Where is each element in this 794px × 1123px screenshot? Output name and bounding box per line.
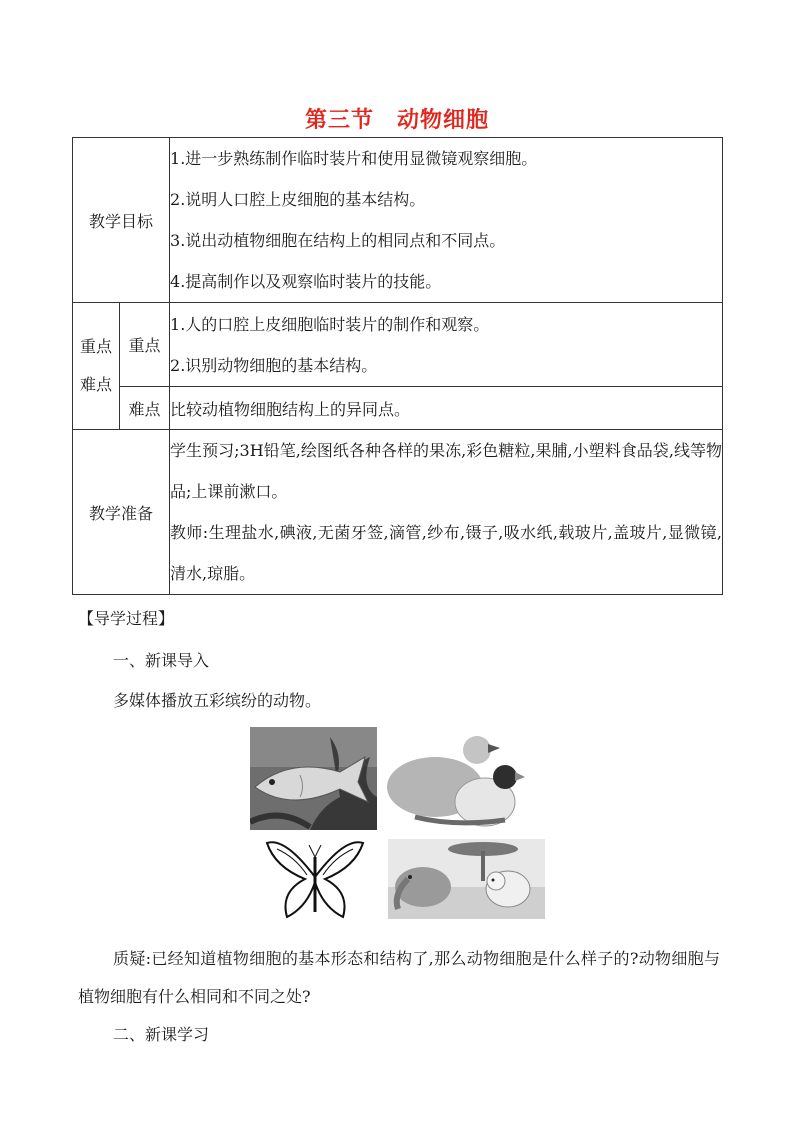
goal-item: 2.说明人口腔上皮细胞的基本结构。 <box>170 190 426 209</box>
goals-row <box>73 138 723 303</box>
prep-row <box>73 430 723 595</box>
intro-text: 多媒体播放五彩缤纷的动物。 <box>113 691 322 710</box>
key-row <box>73 303 723 387</box>
goal-item: 3.说出动植物细胞在结构上的相同点和不同点。 <box>170 231 506 250</box>
butterfly-image <box>265 837 365 919</box>
question-text: 质疑:已经知道植物细胞的基本形态和结构了,那么动物细胞是什么样子的?动物细胞与植物细胞有什么相同和不同之处? <box>78 949 720 1006</box>
birds-image <box>385 732 525 835</box>
key-point-item: 2.识别动物细胞的基本结构。 <box>170 355 378 375</box>
key-difficult-label-line1: 重点 <box>79 337 112 356</box>
animal-images <box>250 727 545 919</box>
cartoon-animals-image <box>388 839 545 919</box>
key-label: 重点 <box>120 303 170 387</box>
difficult-row <box>73 387 723 430</box>
prep-student: 学生预习;3H铅笔,绘图纸各种各样的果冻,彩色糖粒,果脯,小塑料食品袋,线等物品;上课前漱口。 <box>170 441 723 501</box>
difficult-point: 比较动植物细胞结构上的异同点。 <box>170 387 723 430</box>
key-point-item: 1.人的口腔上皮细胞临时装片的制作和观察。 <box>170 314 490 334</box>
prep-label: 教学准备 <box>73 430 170 595</box>
goal-item: 4.提高制作以及观察临时装片的技能。 <box>170 272 442 291</box>
goal-item: 1.进一步熟练制作临时装片和使用显微镜观察细胞。 <box>170 149 538 168</box>
key-difficult-label <box>73 303 120 430</box>
fish-image <box>250 727 377 830</box>
key-points-cell <box>170 303 723 387</box>
section-heading-intro: 一、新课导入 <box>113 651 210 670</box>
prep-cell <box>170 430 723 595</box>
goals-label: 教学目标 <box>73 138 170 303</box>
lesson-plan-table <box>72 137 723 595</box>
goals-cell <box>170 138 723 303</box>
difficult-label: 难点 <box>120 387 170 430</box>
key-difficult-label-line2: 难点 <box>79 375 112 394</box>
page-title: 第三节 动物细胞 <box>304 108 489 133</box>
prep-teacher: 教师:生理盐水,碘液,无菌牙签,滴管,纱布,镊子,吸水纸,载玻片,盖玻片,显微镜,清水,琼脂。 <box>170 523 723 583</box>
guide-heading: 【导学过程】 <box>78 609 175 628</box>
section-heading-new-lesson: 二、新课学习 <box>113 1025 210 1044</box>
